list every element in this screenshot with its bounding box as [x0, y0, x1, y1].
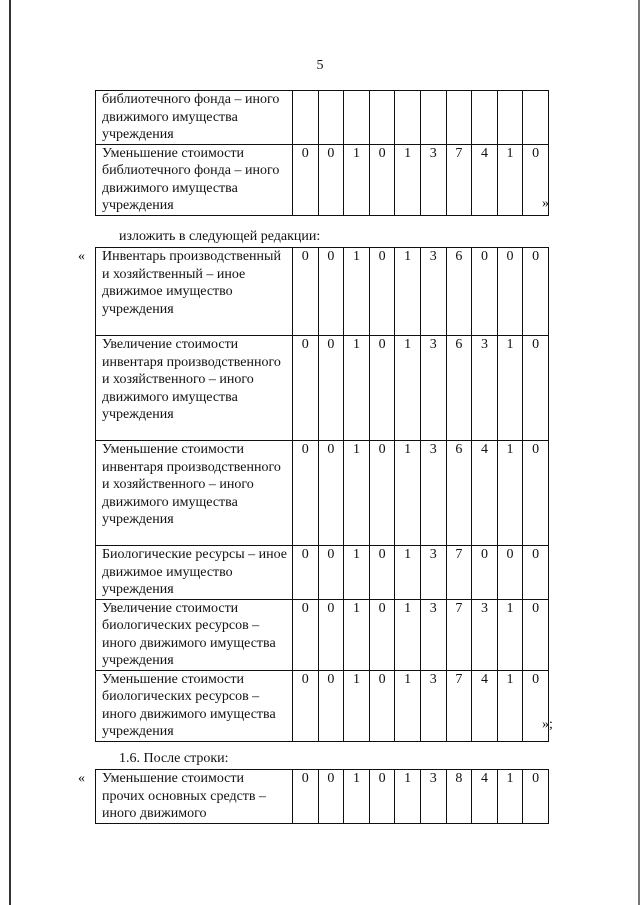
table-row	[96, 248, 549, 336]
code-digit	[369, 91, 395, 145]
code-digit: 0	[523, 599, 549, 670]
code-digit: 6	[446, 248, 472, 336]
code-digit: 3	[472, 336, 498, 441]
code-digit: 0	[472, 248, 498, 336]
code-digit: 1	[395, 599, 421, 670]
code-digit: 0	[293, 546, 319, 600]
row-name: Увеличение стоимости инвентаря производственного и хозяйственного – иного движимого имущества учреждения	[96, 336, 293, 441]
table-row	[96, 441, 549, 546]
code-digit: 0	[293, 336, 319, 441]
code-digit: 0	[497, 546, 523, 600]
row-name: Инвентарь производственный и хозяйственный – иное движимое имущество учреждения	[96, 248, 293, 336]
table-row	[96, 91, 549, 145]
code-digit: 1	[344, 144, 370, 215]
code-digit: 1	[395, 144, 421, 215]
code-digit	[395, 91, 421, 145]
table-row	[96, 670, 549, 741]
row-name: Уменьшение стоимости биологических ресурсов – иного движимого имущества учреждения	[96, 670, 293, 741]
code-digit: 0	[318, 599, 344, 670]
code-digit	[293, 91, 319, 145]
code-digit: 0	[369, 670, 395, 741]
code-digit: 0	[318, 670, 344, 741]
page-number: 5	[316, 58, 324, 73]
code-digit: 6	[446, 441, 472, 546]
code-digit: 1	[344, 599, 370, 670]
code-digit: 3	[420, 336, 446, 441]
code-digit: 1	[395, 441, 421, 546]
code-digit: 4	[472, 770, 498, 824]
code-digit: 3	[420, 670, 446, 741]
code-digit: 1	[395, 248, 421, 336]
code-digit: 0	[293, 670, 319, 741]
code-digit	[420, 91, 446, 145]
code-digit: 1	[497, 599, 523, 670]
code-digit: 1	[344, 546, 370, 600]
code-digit: 8	[446, 770, 472, 824]
code-digit: 0	[318, 770, 344, 824]
code-digit: 0	[318, 441, 344, 546]
code-digit: 1	[395, 670, 421, 741]
row-name: Уменьшение стоимости инвентаря производственного и хозяйственного – иного движимого имущества учреждения	[96, 441, 293, 546]
code-digit: 1	[395, 546, 421, 600]
code-digit: 1	[344, 770, 370, 824]
closing-quote: »;	[542, 717, 553, 732]
row-name: Увеличение стоимости биологических ресурсов – иного движимого имущества учреждения	[96, 599, 293, 670]
code-digit: 0	[523, 670, 549, 741]
code-digit	[318, 91, 344, 145]
code-digit: 7	[446, 546, 472, 600]
code-digit: 1	[497, 441, 523, 546]
code-digit: 1	[395, 770, 421, 824]
code-digit: 3	[420, 546, 446, 600]
code-digit: 0	[369, 336, 395, 441]
code-digit: 7	[446, 144, 472, 215]
row-name: Биологические ресурсы – иное движимое имущество учреждения	[96, 546, 293, 600]
row-name: библиотечного фонда – иного движимого имущества учреждения	[96, 91, 293, 145]
code-digit: 0	[369, 770, 395, 824]
row-name: Уменьшение стоимости прочих основных средств – иного движимого	[96, 770, 293, 824]
code-digit: 0	[318, 144, 344, 215]
code-digit: 3	[420, 770, 446, 824]
code-digit: 0	[369, 144, 395, 215]
table-row	[96, 599, 549, 670]
code-digit	[497, 91, 523, 145]
code-digit: 1	[344, 441, 370, 546]
code-digit: 0	[293, 770, 319, 824]
code-digit: 0	[472, 546, 498, 600]
accounts-table-top	[95, 90, 549, 216]
code-digit: 1	[497, 770, 523, 824]
code-digit	[446, 91, 472, 145]
accounts-table-bottom	[95, 769, 549, 824]
code-digit: 0	[523, 546, 549, 600]
code-digit: 6	[446, 336, 472, 441]
code-digit: 0	[369, 248, 395, 336]
code-digit	[472, 91, 498, 145]
closing-quote: »	[542, 196, 549, 211]
code-digit: 0	[293, 599, 319, 670]
row-name: Уменьшение стоимости библиотечного фонда – иного движимого имущества учреждения	[96, 144, 293, 215]
code-digit	[344, 91, 370, 145]
section-heading: 1.6. После строки:	[119, 751, 229, 766]
code-digit: 0	[523, 248, 549, 336]
accounts-table-middle	[95, 247, 549, 742]
code-digit: 0	[523, 441, 549, 546]
table-row	[96, 546, 549, 600]
code-digit: 0	[318, 248, 344, 336]
code-digit: 3	[472, 599, 498, 670]
code-digit: 0	[318, 546, 344, 600]
edit-instruction: изложить в следующей редакции:	[119, 229, 321, 244]
opening-quote: «	[78, 771, 85, 786]
code-digit: 4	[472, 144, 498, 215]
code-digit: 1	[344, 670, 370, 741]
code-digit: 0	[369, 441, 395, 546]
code-digit: 4	[472, 441, 498, 546]
code-digit: 7	[446, 599, 472, 670]
code-digit: 1	[497, 670, 523, 741]
code-digit: 0	[523, 144, 549, 215]
page-left-border	[9, 0, 11, 905]
code-digit: 1	[497, 336, 523, 441]
code-digit: 0	[497, 248, 523, 336]
code-digit: 1	[395, 336, 421, 441]
code-digit: 0	[318, 336, 344, 441]
code-digit: 3	[420, 441, 446, 546]
table-row	[96, 144, 549, 215]
code-digit: 0	[369, 546, 395, 600]
code-digit	[523, 91, 549, 145]
code-digit: 0	[523, 336, 549, 441]
code-digit: 0	[523, 770, 549, 824]
code-digit: 0	[369, 599, 395, 670]
code-digit: 0	[293, 248, 319, 336]
code-digit: 3	[420, 248, 446, 336]
code-digit: 1	[497, 144, 523, 215]
code-digit: 3	[420, 599, 446, 670]
code-digit: 3	[420, 144, 446, 215]
code-digit: 4	[472, 670, 498, 741]
opening-quote: «	[78, 249, 85, 264]
code-digit: 1	[344, 248, 370, 336]
code-digit: 0	[293, 144, 319, 215]
table-row	[96, 770, 549, 824]
code-digit: 0	[293, 441, 319, 546]
code-digit: 1	[344, 336, 370, 441]
table-row	[96, 336, 549, 441]
code-digit: 7	[446, 670, 472, 741]
